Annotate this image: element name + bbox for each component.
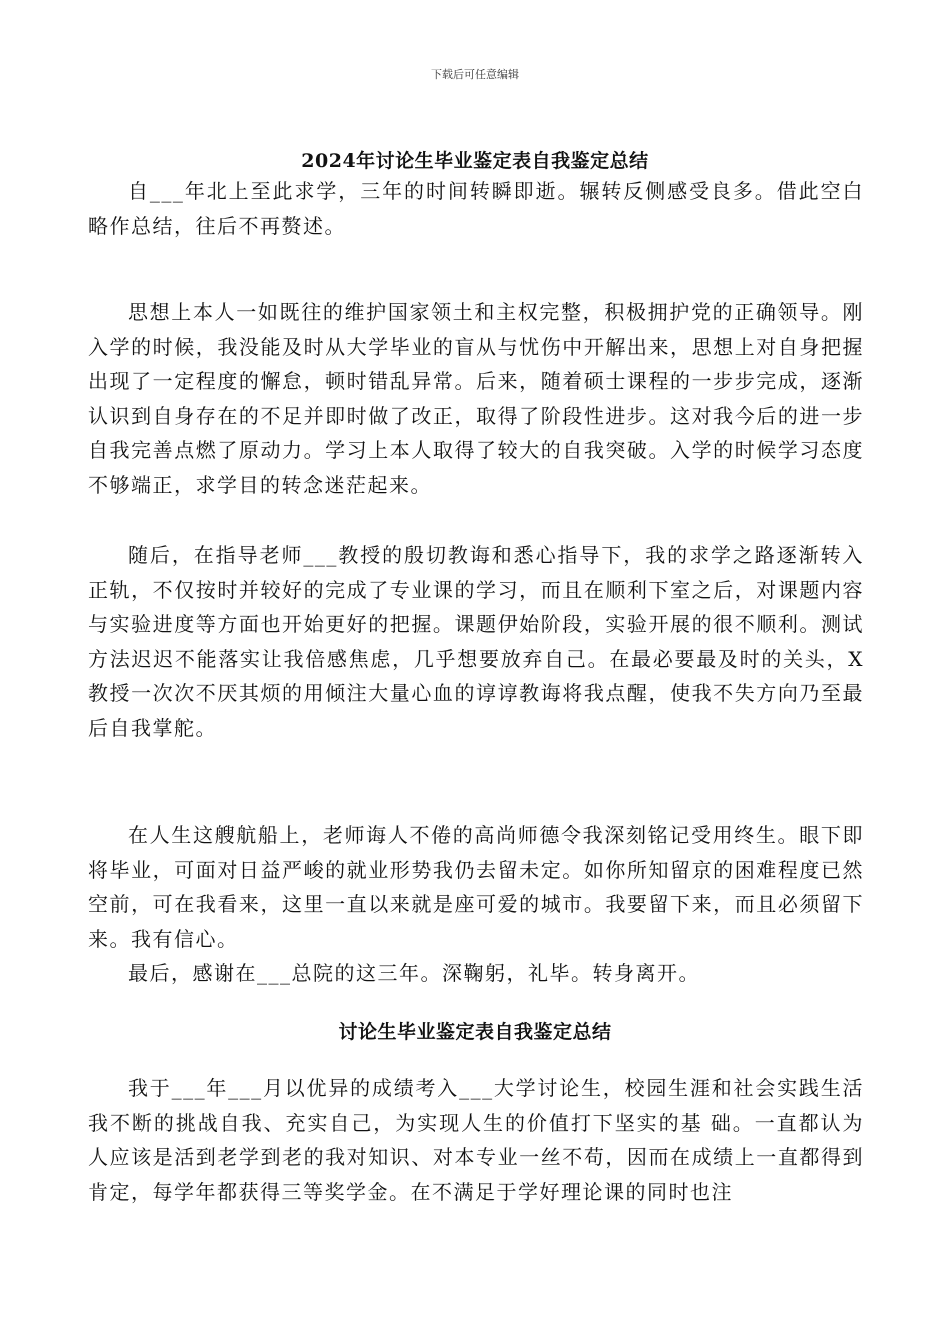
section2-title: 讨论生毕业鉴定表自我鉴定总结	[338, 1021, 612, 1043]
section1-paragraph-1: 自___年北上至此求学，三年的时间转瞬即逝。辗转反侧感受良多。借此空白略作总结，往后不再赘述。	[88, 179, 864, 238]
section1-paragraph-4: 在人生这艘航船上，老师诲人不倦的高尚师德令我深刻铭记受用终生。眼下即将毕业，可面对日益严峻的就业形势我仍去留未定。如你所知留京的困难程度已然空前，可在我看来，这里一直以来就是座可爱的城市。我要留下来，而且必须留下来。我有信心。	[88, 823, 864, 951]
page-header: 下载后可任意编辑	[431, 68, 519, 81]
section2-paragraph-1: 我于___年___月以优异的成绩考入___大学讨论生，校园生涯和社会实践生活我不断的挑战自我、充实自己，为实现人生的价值打下坚实的基 础。一直都认为人应该是活到老学到老的我对知识、对本专业一丝不苟，因而在成绩上一直都得到肯定，每学年都获得三等奖学金。在不满足于学好理论课的同时也注	[88, 1076, 864, 1204]
section1-paragraph-5: 最后，感谢在___总院的这三年。深鞠躬，礼毕。转身离开。	[128, 961, 700, 985]
section1-paragraph-2: 思想上本人一如既往的维护国家领土和主权完整，积极拥护党的正确领导。刚入学的时候，我没能及时从大学毕业的盲从与忧伤中开解出来，思想上对自身把握出现了一定程度的懈怠，顿时错乱异常。后来，随着硕士课程的一步步完成，逐渐认识到自身存在的不足并即时做了改正，取得了阶段性进步。这对我今后的进一步自我完善点燃了原动力。学习上本人取得了较大的自我突破。入学的时候学习态度不够端正，求学目的转念迷茫起来。	[88, 300, 864, 497]
section1-title: 2024年讨论生毕业鉴定表自我鉴定总结	[301, 150, 649, 172]
section1-paragraph-3: 随后，在指导老师___教授的殷切教诲和悉心指导下，我的求学之路逐渐转入正轨，不仅按时并较好的完成了专业课的学习，而且在顺利下室之后，对课题内容与实验进度等方面也开始更好的把握。课题伊始阶段，实验开展的很不顺利。测试方法迟迟不能落实让我倍感焦虑，几乎想要放弃自己。在最必要最及时的关头，X教授一次次不厌其烦的用倾注大量心血的谆谆教诲将我点醒，使我不失方向乃至最后自我掌舵。	[88, 543, 864, 740]
